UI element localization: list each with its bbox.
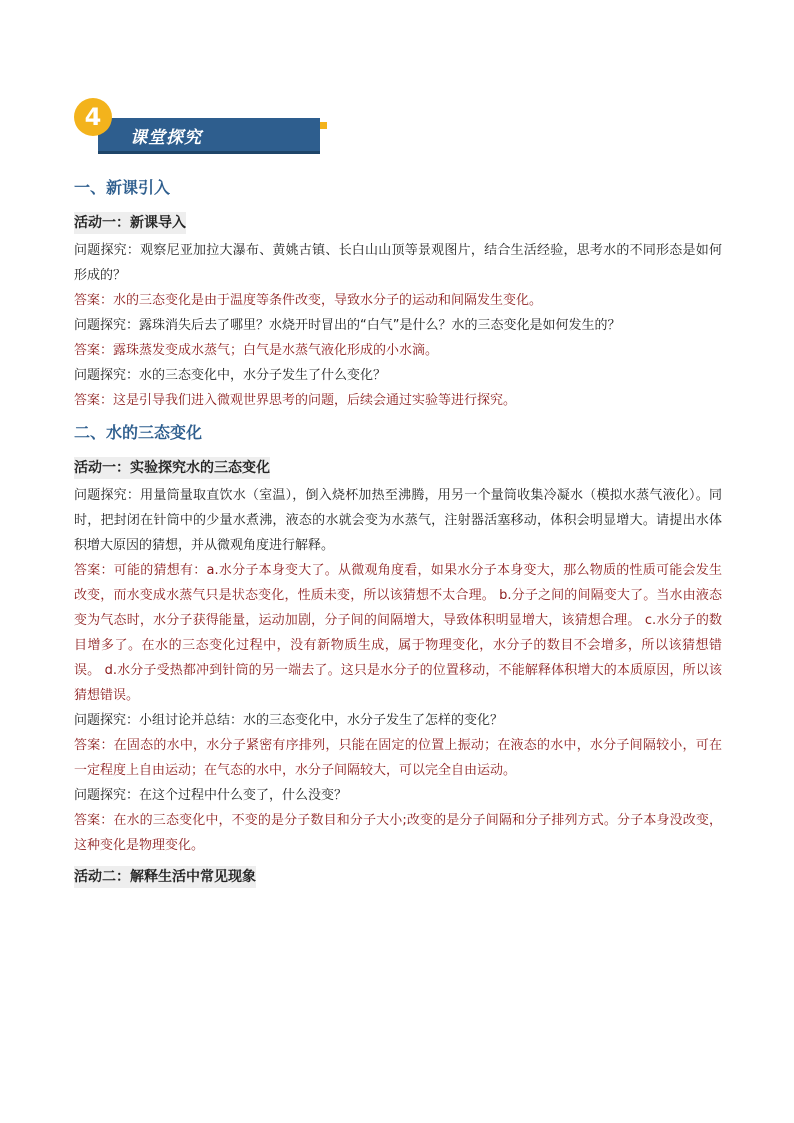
- banner-number-badge: 4: [74, 98, 112, 136]
- question: 问题探究：小组讨论并总结：水的三态变化中，水分子发生了怎样的变化？: [74, 713, 504, 728]
- section-title-intro: 一、新课引入: [74, 178, 171, 197]
- question: 问题探究：水的三态变化中，水分子发生了什么变化？: [74, 368, 387, 383]
- answer: 答案：这是引导我们进入微观世界思考的问题，后续会通过实验等进行探究。: [74, 393, 517, 408]
- question: 问题探究：观察尼亚加拉大瀑布、黄姚古镇、长白山山顶等景观图片，结合生活经验，思考水的不同形态是如何形成的？: [74, 243, 722, 283]
- document-body: [74, 172, 722, 892]
- activity-heading: 活动一：实验探究水的三态变化: [74, 457, 270, 479]
- answer: 答案：在水的三态变化中，不变的是分子数目和分子大小;改变的是分子间隔和分子排列方式。分子本身没改变，这种变化是物理变化。: [74, 813, 722, 853]
- question: 问题探究：在这个过程中什么变了，什么没变？: [74, 788, 348, 803]
- answer: 答案：可能的猜想有：a.水分子本身变大了。从微观角度看，如果水分子本身变大，那么物质的性质可能会发生改变，而水变成水蒸气只是状态变化，性质未变，所以该猜想不太合理。 b.分子之间的间隔变大了。当水由液态变为气态时，水分子获得能量，运动加剧，分子间的间隔增大，导致体积明显增大，该猜想合理。 c.水分子的数目增多了。在水的三态变化过程中，没有新物质生成，属于物理变化，水分子的数目不会增多，所以该猜想错误。 d.水分子受热都冲到针筒的另一端去了。这只是水分子的位置移动，不能解释体积增大的本质原因，所以该猜想错误。: [74, 563, 722, 703]
- answer: 答案：在固态的水中，水分子紧密有序排列，只能在固定的位置上振动；在液态的水中，水分子间隔较小，可在一定程度上自由运动；在气态的水中，水分子间隔较大，可以完全自由运动。: [74, 738, 722, 778]
- answer: 答案：水的三态变化是由于温度等条件改变，导致水分子的运动和间隔发生变化。: [74, 293, 543, 308]
- question: 问题探究：用量筒量取直饮水（室温），倒入烧杯加热至沸腾，用另一个量筒收集冷凝水（模拟水蒸气液化）。同时，把封闭在针筒中的少量水煮沸，液态的水就会变为水蒸气，注射器活塞移动，体积会明显增大。请提出水体积增大原因的猜想，并从微观角度进行解释。: [74, 488, 722, 553]
- banner-accent-square: [320, 122, 327, 129]
- question: 问题探究：露珠消失后去了哪里？水烧开时冒出的“白气”是什么？水的三态变化是如何发生的？: [74, 318, 621, 333]
- banner-title: 课堂探究: [130, 128, 202, 148]
- section-title-three-states: 二、水的三态变化: [74, 423, 203, 442]
- activity-heading: 活动二：解释生活中常见现象: [74, 866, 256, 888]
- answer: 答案：露珠蒸发变成水蒸气；白气是水蒸气液化形成的小水滴。: [74, 343, 439, 358]
- section-banner: [74, 98, 254, 156]
- activity-heading: 活动一：新课导入: [74, 212, 186, 234]
